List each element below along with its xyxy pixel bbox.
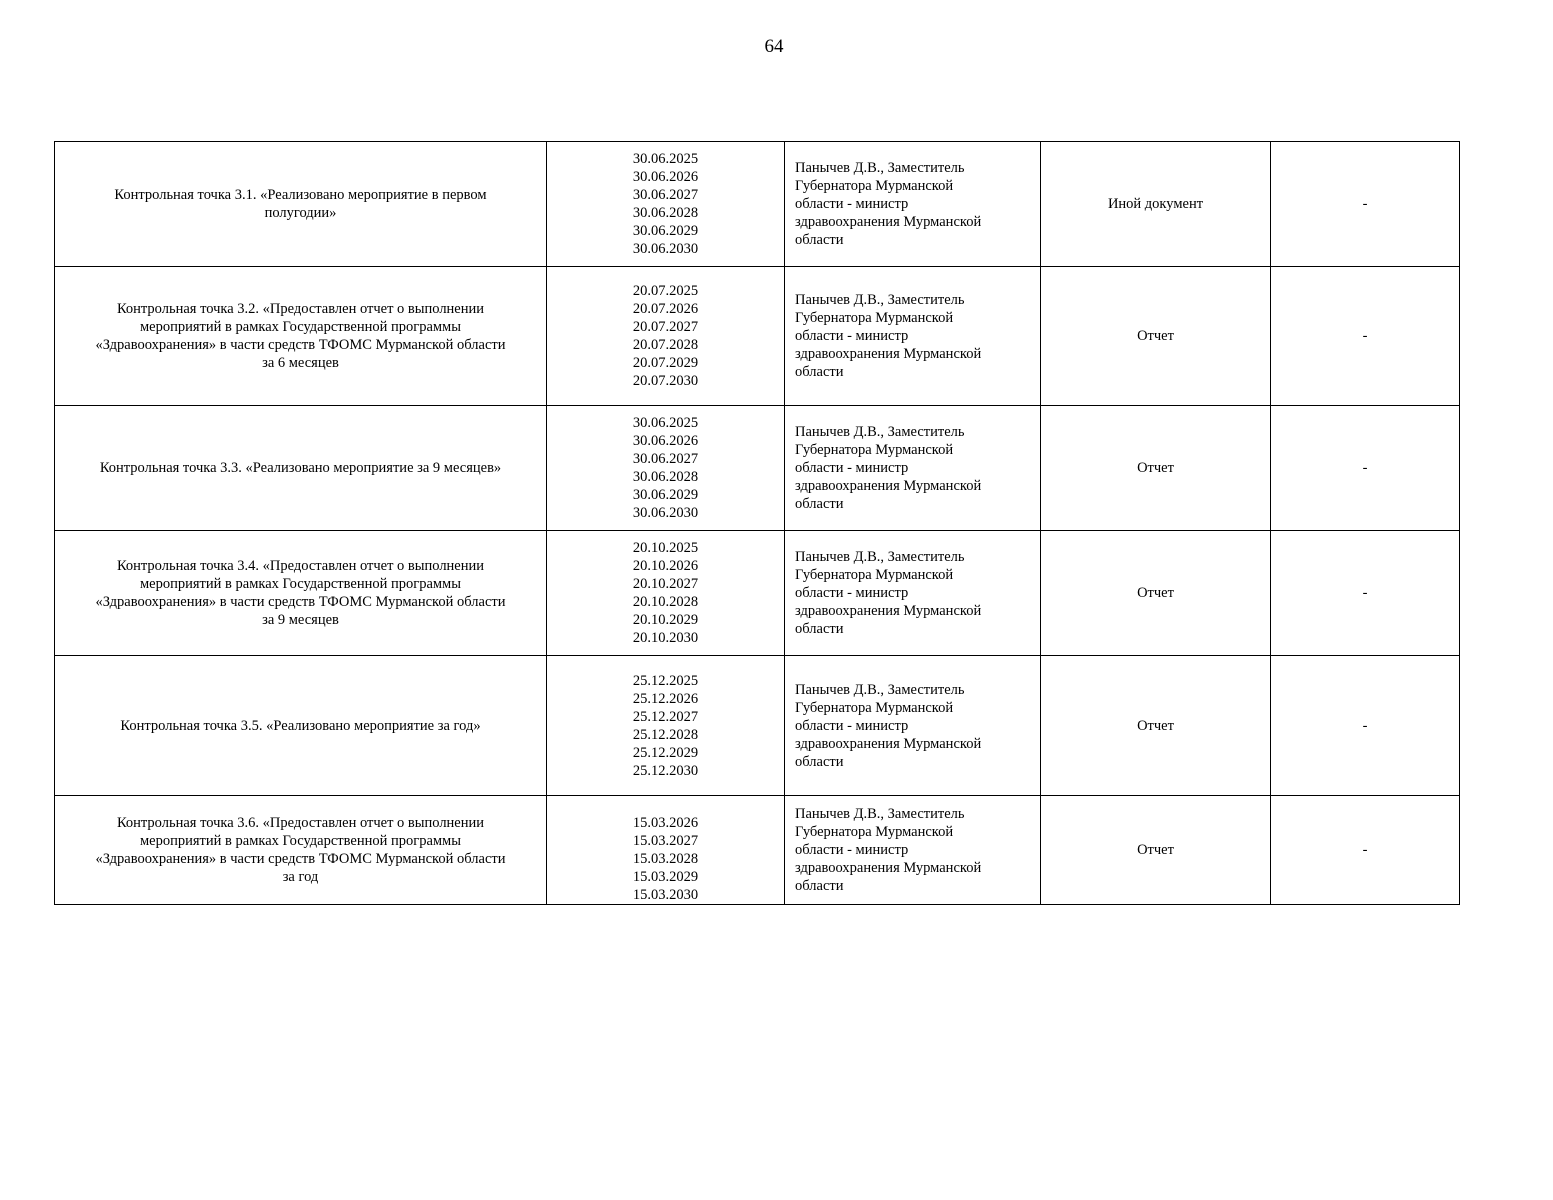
responsible-person-line: здравоохранения Мурманской — [795, 478, 982, 494]
responsible-person-cell — [785, 796, 1041, 905]
deadline-date: 30.06.2027 — [632, 451, 699, 467]
responsible-person-line: Панычев Д.В., Заместитель — [795, 681, 965, 698]
responsible-person-line: области — [795, 621, 844, 637]
note-cell: - — [1271, 142, 1460, 267]
responsible-person-line: здравоохранения Мурманской — [795, 860, 982, 876]
deadline-date: 20.10.2028 — [632, 594, 699, 610]
deadline-date: 30.06.2026 — [632, 433, 699, 449]
table-row — [55, 796, 1460, 905]
control-point-name-line: мероприятий в рамках Государственной программы — [140, 576, 461, 592]
responsible-person-line: области — [795, 232, 844, 248]
deadline-date: 20.10.2025 — [632, 540, 699, 556]
document-type-cell: Отчет — [1041, 796, 1271, 905]
note-cell: - — [1271, 656, 1460, 796]
deadline-date: 20.07.2027 — [632, 319, 699, 335]
responsible-person-line: Панычев Д.В., Заместитель — [795, 160, 965, 176]
table-body — [55, 142, 1460, 905]
responsible-person-line: здравоохранения Мурманской — [795, 603, 982, 619]
deadline-dates-cell — [547, 656, 785, 796]
deadline-date: 30.06.2025 — [632, 415, 699, 431]
control-point-name-cell — [55, 267, 547, 406]
responsible-person-line: здравоохранения Мурманской — [795, 735, 982, 752]
deadline-date: 15.03.2030 — [632, 887, 699, 903]
table-row — [55, 267, 1460, 406]
deadline-date: 25.12.2027 — [632, 708, 699, 725]
responsible-person-line: области - министр — [795, 585, 909, 601]
deadline-dates-cell — [547, 267, 785, 406]
control-point-name-cell — [55, 406, 547, 531]
deadline-date: 20.10.2026 — [632, 558, 699, 574]
table-row — [55, 656, 1460, 796]
document-type-cell: Иной документ — [1041, 142, 1271, 267]
deadline-date: 30.06.2030 — [632, 505, 699, 521]
table-row — [55, 406, 1460, 531]
control-point-name-cell — [55, 656, 547, 796]
responsible-person-line: области — [795, 753, 844, 770]
page-number: 64 — [764, 36, 784, 57]
deadline-date: 20.07.2030 — [632, 373, 699, 389]
responsible-person-cell — [785, 406, 1041, 531]
deadline-dates-cell — [547, 531, 785, 656]
control-point-name-line: «Здравоохранения» в части средств ТФОМС Мурманской области — [95, 337, 506, 353]
deadline-date: 25.12.2030 — [632, 762, 699, 779]
note-cell: - — [1271, 267, 1460, 406]
deadline-date: 30.06.2027 — [632, 187, 699, 203]
responsible-person-line: Губернатора Мурманской — [795, 567, 954, 583]
control-point-name-line: «Здравоохранения» в части средств ТФОМС Мурманской области — [95, 594, 506, 610]
deadline-date: 30.06.2029 — [632, 223, 699, 239]
responsible-person-line: области - министр — [795, 842, 909, 858]
control-point-name-cell — [55, 142, 547, 267]
responsible-person-line: Губернатора Мурманской — [795, 824, 954, 840]
deadline-date: 30.06.2030 — [632, 241, 699, 257]
control-point-name-line: Контрольная точка 3.6. «Предоставлен отчет о выполнении — [116, 815, 485, 831]
deadline-date: 15.03.2029 — [632, 869, 699, 885]
responsible-person-line: Губернатора Мурманской — [795, 699, 954, 716]
deadline-date: 30.06.2025 — [632, 151, 699, 167]
control-points-table — [54, 141, 1460, 905]
responsible-person-line: Панычев Д.В., Заместитель — [795, 292, 965, 308]
table-row — [55, 142, 1460, 267]
deadline-date: 20.10.2029 — [632, 612, 699, 628]
responsible-person-line: области — [795, 496, 844, 512]
control-point-name-line: за 9 месяцев — [262, 612, 339, 628]
responsible-person-line: области - министр — [795, 717, 909, 734]
deadline-date: 15.03.2028 — [632, 851, 699, 867]
responsible-person-cell — [785, 142, 1041, 267]
deadline-date: 25.12.2026 — [632, 690, 699, 707]
deadline-date: 20.07.2028 — [632, 337, 699, 353]
deadline-date: 20.07.2025 — [632, 283, 699, 299]
document-type-cell: Отчет — [1041, 406, 1271, 531]
document-type-cell: Отчет — [1041, 267, 1271, 406]
deadline-dates-cell — [547, 142, 785, 267]
deadline-date: 30.06.2026 — [632, 169, 699, 185]
note-cell: - — [1271, 796, 1460, 905]
control-point-name-cell — [55, 531, 547, 656]
deadline-date: 20.07.2026 — [632, 301, 699, 317]
responsible-person-cell — [785, 267, 1041, 406]
control-point-name-line: Контрольная точка 3.4. «Предоставлен отчет о выполнении — [116, 558, 485, 574]
responsible-person-cell — [785, 656, 1041, 796]
deadline-date: 20.07.2029 — [632, 355, 699, 371]
deadline-date: 20.10.2030 — [632, 630, 699, 646]
table-row — [55, 531, 1460, 656]
responsible-person-line: области — [795, 878, 844, 894]
responsible-person-line: Губернатора Мурманской — [795, 178, 954, 194]
responsible-person-line: Панычев Д.В., Заместитель — [795, 806, 965, 822]
deadline-date: 25.12.2028 — [632, 726, 699, 743]
deadline-dates-cell — [547, 796, 785, 905]
deadline-date: 25.12.2029 — [632, 744, 699, 761]
control-point-name-line: Контрольная точка 3.1. «Реализовано мероприятие в первом — [114, 187, 487, 203]
deadline-date: 30.06.2029 — [632, 487, 699, 503]
control-point-name-line: Контрольная точка 3.3. «Реализовано мероприятие за 9 месяцев» — [99, 460, 502, 476]
responsible-person-line: Панычев Д.В., Заместитель — [795, 549, 965, 565]
control-point-name-line: за 6 месяцев — [262, 355, 339, 371]
control-point-name-cell — [55, 796, 547, 905]
control-point-name-line: мероприятий в рамках Государственной программы — [140, 833, 461, 849]
document-type-cell: Отчет — [1041, 531, 1271, 656]
document-type-cell: Отчет — [1041, 656, 1271, 796]
responsible-person-line: Губернатора Мурманской — [795, 310, 954, 326]
responsible-person-line: области - министр — [795, 460, 909, 476]
control-point-name-line: Контрольная точка 3.2. «Предоставлен отчет о выполнении — [116, 301, 485, 317]
responsible-person-line: Губернатора Мурманской — [795, 442, 954, 458]
control-point-name-line: за год — [282, 869, 319, 885]
deadline-date: 30.06.2028 — [632, 205, 699, 221]
responsible-person-line: области - министр — [795, 196, 909, 212]
deadline-date: 25.12.2025 — [632, 672, 699, 689]
responsible-person-line: здравоохранения Мурманской — [795, 346, 982, 362]
deadline-dates-cell — [547, 406, 785, 531]
deadline-date: 15.03.2026 — [632, 815, 699, 831]
deadline-date: 15.03.2027 — [632, 833, 699, 849]
control-point-name-line: «Здравоохранения» в части средств ТФОМС Мурманской области — [95, 851, 506, 867]
responsible-person-line: области - министр — [795, 328, 909, 344]
control-point-name-line: полугодии» — [264, 205, 337, 221]
responsible-person-line: Панычев Д.В., Заместитель — [795, 424, 965, 440]
responsible-person-cell — [785, 531, 1041, 656]
deadline-date: 20.10.2027 — [632, 576, 699, 592]
control-point-name-line: Контрольная точка 3.5. «Реализовано мероприятие за год» — [120, 717, 481, 734]
responsible-person-line: здравоохранения Мурманской — [795, 214, 982, 230]
deadline-date: 30.06.2028 — [632, 469, 699, 485]
control-point-name-line: мероприятий в рамках Государственной программы — [140, 319, 461, 335]
note-cell: - — [1271, 531, 1460, 656]
note-cell: - — [1271, 406, 1460, 531]
responsible-person-line: области — [795, 364, 844, 380]
